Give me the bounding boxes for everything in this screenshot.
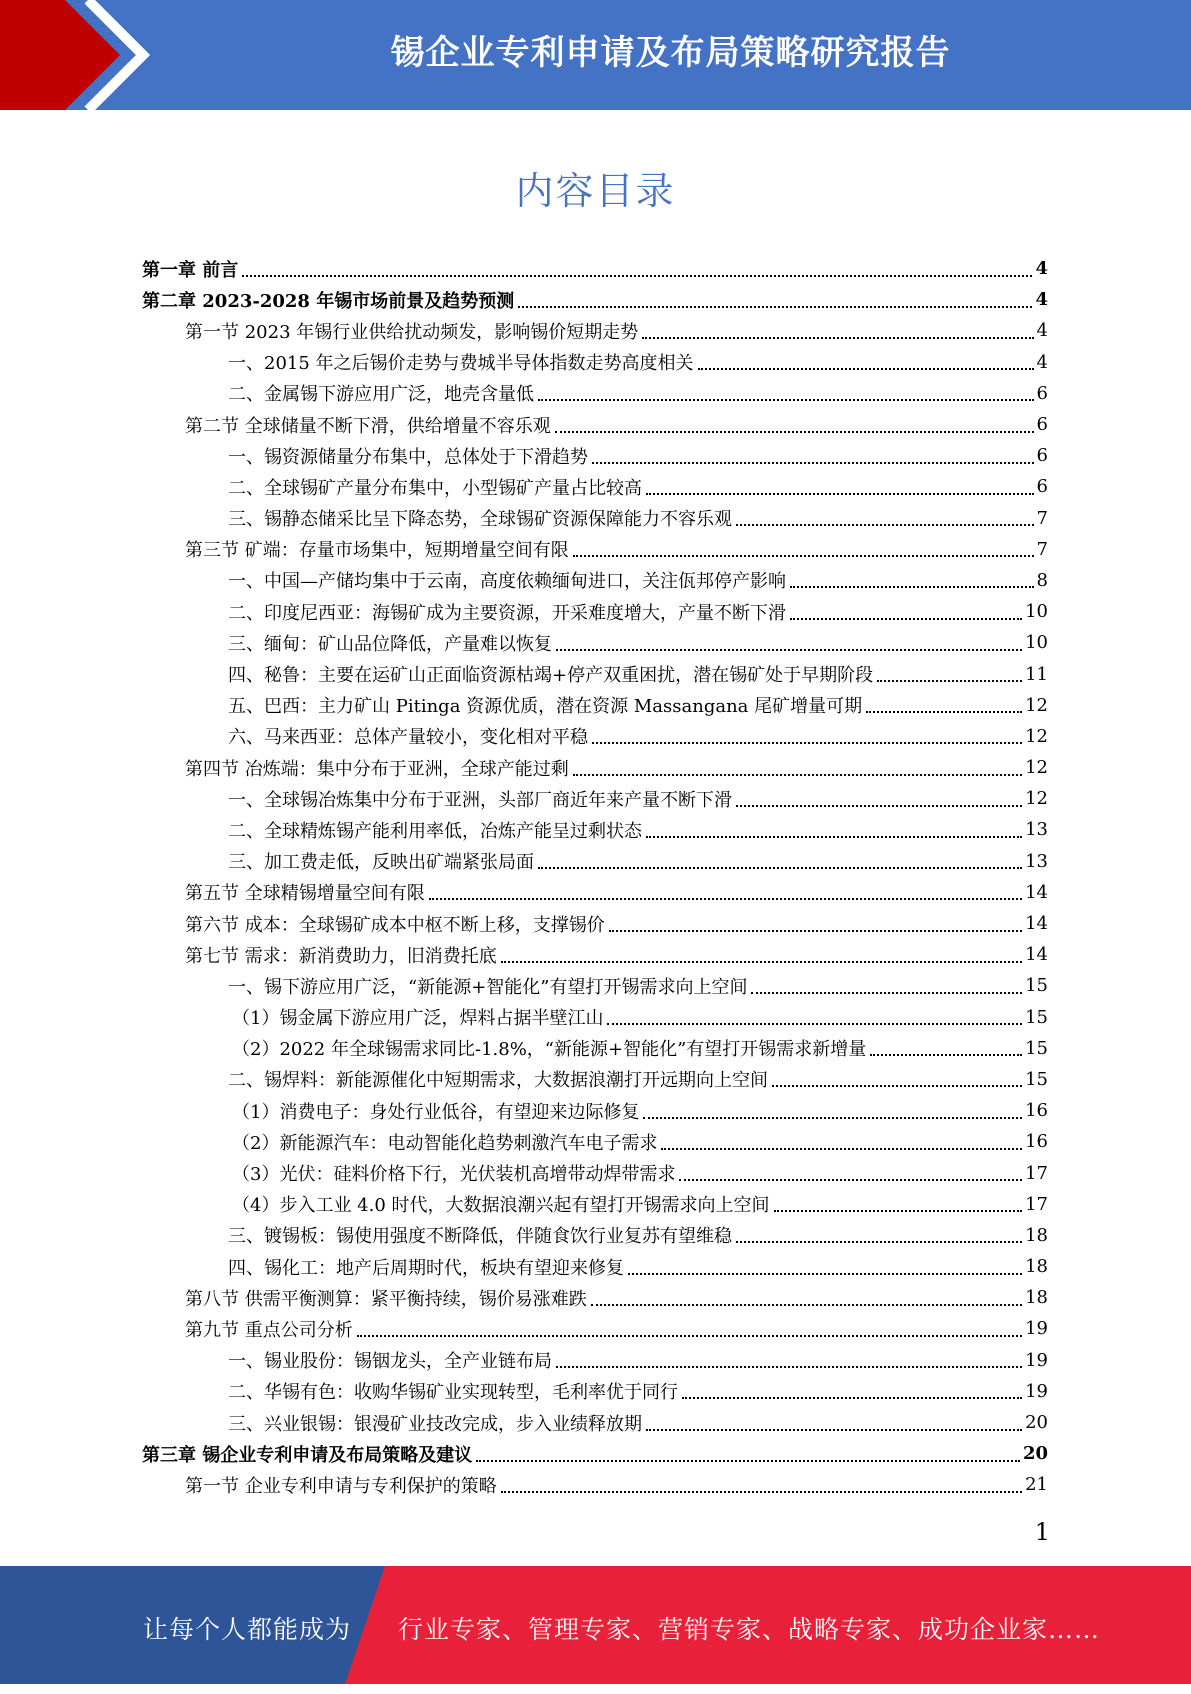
toc-entry-label: 五、巴西：主力矿山 Pitinga 资源优质，潜在资源 Massangana 尾矿增量可期	[228, 696, 863, 718]
toc-dot-leader	[736, 1241, 1022, 1243]
toc-dot-leader	[609, 930, 1022, 932]
toc-entry[interactable]	[142, 596, 1048, 627]
toc-entry-label: 二、印度尼西亚：海锡矿成为主要资源，开采难度增大，产量不断下滑	[228, 602, 786, 624]
toc-entry-label: 三、镀锡板：锡使用强度不断降低，伴随食饮行业复苏有望维稳	[228, 1226, 732, 1248]
toc-entry[interactable]	[142, 378, 1048, 409]
toc-entry[interactable]	[142, 253, 1048, 284]
toc-entry-label: 第四节 冶炼端：集中分布于亚洲，全球产能过剩	[185, 758, 569, 780]
toc-dot-leader	[790, 618, 1022, 620]
toc-entry-page: 12	[1025, 788, 1048, 810]
toc-entry[interactable]	[142, 1033, 1048, 1064]
toc-entry-page: 16	[1025, 1131, 1048, 1153]
toc-entry-page: 12	[1025, 757, 1048, 779]
toc-dot-leader	[774, 1210, 1023, 1212]
toc-dot-leader	[501, 961, 1022, 963]
toc-entry-page: 19	[1025, 1380, 1048, 1402]
toc-entry[interactable]	[142, 752, 1048, 783]
toc-entry[interactable]	[142, 1157, 1048, 1188]
toc-entry[interactable]	[142, 908, 1048, 939]
toc-entry[interactable]	[142, 409, 1048, 440]
toc-dot-leader	[429, 898, 1022, 900]
toc-entry-page: 13	[1025, 850, 1048, 872]
toc-entry-label: 第八节 供需平衡测算：紧平衡持续，锡价易涨难跌	[185, 1288, 587, 1310]
toc-entry-label: （1）消费电子：身处行业低谷，有望迎来边际修复	[232, 1101, 640, 1123]
toc-entry[interactable]	[142, 347, 1048, 378]
toc-entry-page: 4	[1036, 351, 1048, 373]
toc-dot-leader	[646, 1429, 1022, 1431]
toc-entry-label: 三、缅甸：矿山品位降低，产量难以恢复	[228, 633, 552, 655]
toc-title: 内容目录	[515, 169, 676, 213]
toc-entry-page: 6	[1036, 445, 1048, 467]
toc-dot-leader	[573, 774, 1022, 776]
toc-entry-label: 三、锡静态储采比呈下降态势，全球锡矿资源保障能力不容乐观	[228, 509, 732, 531]
page-number: 1	[1034, 1518, 1050, 1546]
toc-entry-label: 第七节 需求：新消费助力，旧消费托底	[185, 945, 497, 967]
toc-entry[interactable]	[142, 658, 1048, 689]
toc-entry-page: 21	[1025, 1474, 1048, 1496]
toc-entry[interactable]	[142, 1345, 1048, 1376]
toc-dot-leader	[646, 836, 1022, 838]
toc-entry-page: 10	[1025, 632, 1048, 654]
toc-entry-label: 二、锡焊料：新能源催化中短期需求，大数据浪潮打开远期向上空间	[228, 1070, 768, 1092]
toc-entry[interactable]	[142, 503, 1048, 534]
toc-entry-page: 6	[1036, 414, 1048, 436]
toc-entry[interactable]	[142, 1002, 1048, 1033]
header-title: 锡企业专利申请及布局策略研究报告	[390, 33, 951, 73]
toc-entry-label: 第二节 全球储量不断下滑，供给增量不容乐观	[185, 415, 551, 437]
toc-dot-leader	[679, 1179, 1022, 1181]
toc-entry[interactable]	[142, 565, 1048, 596]
toc-entry-page: 20	[1022, 1443, 1048, 1465]
toc-entry[interactable]	[142, 1251, 1048, 1282]
toc-entry[interactable]	[142, 440, 1048, 471]
toc-entry-label: 第一节 2023 年锡行业供给扰动频发，影响锡价短期走势	[185, 321, 639, 343]
header-red-arrow	[0, 0, 150, 110]
toc-entry-label: 一、中国—产储均集中于云南，高度依赖缅甸进口，关注佤邦停产影响	[228, 571, 786, 593]
toc-entry-page: 17	[1025, 1193, 1048, 1215]
toc-entry-page: 20	[1025, 1412, 1048, 1434]
toc-entry-page: 13	[1025, 819, 1048, 841]
toc-dot-leader	[357, 1335, 1022, 1337]
toc-entry-label: 三、加工费走低，反映出矿端紧张局面	[228, 852, 534, 874]
toc-dot-leader	[736, 805, 1022, 807]
toc-entry-label: （2）2022 年全球锡需求同比-1.8%，“新能源+智能化”有望打开锡需求新增量	[232, 1039, 867, 1061]
toc-entry-label: 第五节 全球精锡增量空间有限	[185, 883, 425, 905]
toc-entry[interactable]	[142, 534, 1048, 565]
toc-entry-page: 15	[1025, 1006, 1048, 1028]
toc-entry-label: 第三章 锡企业专利申请及布局策略及建议	[142, 1444, 473, 1466]
toc-entry-label: 一、全球锡冶炼集中分布于亚洲，头部厂商近年来产量不断下滑	[228, 789, 732, 811]
footer-slogan-right: 行业专家、管理专家、营销专家、战略专家、成功企业家……	[398, 1615, 1101, 1644]
toc-entry-label: 二、全球锡矿产量分布集中，小型锡矿产量占比较高	[228, 477, 642, 499]
toc-entry-page: 4	[1036, 320, 1048, 342]
toc-entry-label: 二、华锡有色：收购华锡矿业实现转型，毛利率优于同行	[228, 1382, 678, 1404]
toc-entry[interactable]	[142, 1064, 1048, 1095]
toc-dot-leader	[538, 399, 1034, 401]
toc-dot-leader	[643, 1117, 1022, 1119]
toc-dot-leader	[538, 867, 1022, 869]
toc-entry[interactable]	[142, 1220, 1048, 1251]
toc-entry[interactable]	[142, 1189, 1048, 1220]
toc-entry-label: 第一章 前言	[142, 259, 239, 281]
toc-dot-leader	[751, 992, 1022, 994]
toc-entry-page: 18	[1025, 1287, 1048, 1309]
toc-dot-leader	[682, 1397, 1022, 1399]
toc-entry[interactable]	[142, 1376, 1048, 1407]
toc-entry[interactable]	[142, 877, 1048, 908]
toc-dot-leader	[556, 1366, 1022, 1368]
toc-entry[interactable]	[142, 1313, 1048, 1344]
toc-dot-leader	[736, 524, 1034, 526]
toc-entry[interactable]	[142, 939, 1048, 970]
toc-entry-label: （1）锡金属下游应用广泛，焊料占据半壁江山	[232, 1008, 604, 1030]
toc-dot-leader	[592, 462, 1034, 464]
toc-entry-label: 一、锡资源储量分布集中，总体处于下滑趋势	[228, 446, 588, 468]
toc-entry-page: 6	[1036, 382, 1048, 404]
toc-dot-leader	[877, 680, 1022, 682]
toc-entry-page: 10	[1025, 601, 1048, 623]
toc-dot-leader	[501, 1491, 1022, 1493]
toc-dot-leader	[661, 1148, 1022, 1150]
toc-entry[interactable]	[142, 783, 1048, 814]
toc-entry-label: 二、金属锡下游应用广泛，地壳含量低	[228, 384, 534, 406]
toc-dot-leader	[592, 742, 1022, 744]
toc-entry-page: 15	[1025, 1068, 1048, 1090]
toc-entry-page: 8	[1036, 569, 1048, 591]
toc-dot-leader	[870, 1054, 1022, 1056]
toc-entry-page: 15	[1025, 1037, 1048, 1059]
toc-entry-page: 6	[1036, 476, 1048, 498]
toc-entry[interactable]	[142, 721, 1048, 752]
toc-entry-label: （4）步入工业 4.0 时代，大数据浪潮兴起有望打开锡需求向上空间	[232, 1195, 770, 1217]
toc-entry-label: 六、马来西亚：总体产量较小，变化相对平稳	[228, 727, 588, 749]
toc-dot-leader	[242, 275, 1032, 277]
toc-dot-leader	[556, 649, 1022, 651]
toc-entry-page: 12	[1025, 725, 1048, 747]
toc-entry-label: 一、锡下游应用广泛，“新能源+智能化”有望打开锡需求向上空间	[228, 976, 748, 998]
toc-entry-label: 一、锡业股份：锡铟龙头，全产业链布局	[228, 1351, 552, 1373]
toc-dot-leader	[628, 1273, 1022, 1275]
toc-entry-page: 4	[1035, 289, 1048, 311]
toc-entry-page: 18	[1025, 1224, 1048, 1246]
toc-entry-page: 15	[1025, 975, 1048, 997]
toc-entry[interactable]	[142, 1126, 1048, 1157]
toc-entry[interactable]	[142, 1095, 1048, 1126]
toc-entry-label: 二、全球精炼锡产能利用率低，冶炼产能呈过剩状态	[228, 820, 642, 842]
toc-dot-leader	[573, 555, 1034, 557]
toc-dot-leader	[555, 431, 1034, 433]
toc-entry-label: （3）光伏：硅料价格下行，光伏装机高增带动焊带需求	[232, 1164, 676, 1186]
toc-entry-label: 第一节 企业专利申请与专利保护的策略	[185, 1475, 497, 1497]
toc-dot-leader	[607, 1023, 1022, 1025]
toc-dot-leader	[698, 368, 1034, 370]
page-footer	[0, 1566, 1191, 1684]
toc-dot-leader	[591, 1304, 1022, 1306]
footer-slogan-left: 让每个人都能成为	[143, 1615, 352, 1644]
toc-entry-label: （2）新能源汽车：电动智能化趋势刺激汽车电子需求	[232, 1132, 658, 1154]
toc-dot-leader	[772, 1085, 1022, 1087]
toc-entry-page: 12	[1025, 694, 1048, 716]
toc-entry-page: 17	[1025, 1162, 1048, 1184]
toc-entry-page: 19	[1025, 1318, 1048, 1340]
toc-entry-label: 第九节 重点公司分析	[185, 1319, 353, 1341]
toc-entry-label: 一、2015 年之后锡价走势与费城半导体指数走势高度相关	[228, 353, 694, 375]
toc-entry-label: 第二章 2023-2028 年锡市场前景及趋势预测	[142, 290, 515, 312]
toc-entry-page: 14	[1025, 881, 1048, 903]
toc-entry[interactable]	[142, 1469, 1048, 1500]
toc-entry-label: 四、秘鲁：主要在运矿山正面临资源枯竭+停产双重困扰，潜在锡矿处于早期阶段	[228, 665, 874, 687]
toc-dot-leader	[866, 711, 1022, 713]
toc-entry[interactable]	[142, 690, 1048, 721]
toc-entry[interactable]	[142, 970, 1048, 1001]
toc-entry[interactable]	[142, 284, 1048, 315]
toc-entry-label: 第三节 矿端：存量市场集中，短期增量空间有限	[185, 540, 569, 562]
toc-entry-page: 18	[1025, 1256, 1048, 1278]
toc-entry[interactable]	[142, 846, 1048, 877]
toc-entry-page: 7	[1036, 507, 1048, 529]
page-header	[0, 0, 1191, 110]
toc-entry-page: 7	[1036, 538, 1048, 560]
toc-entry-page: 16	[1025, 1100, 1048, 1122]
toc-entry-page: 14	[1025, 944, 1048, 966]
toc-entry-label: 第六节 成本：全球锡矿成本中枢不断上移，支撑锡价	[185, 914, 605, 936]
toc-entry[interactable]	[142, 814, 1048, 845]
toc-entry-page: 11	[1025, 663, 1048, 685]
toc-dot-leader	[642, 337, 1033, 339]
toc-entry[interactable]	[142, 471, 1048, 502]
toc-entry-page: 14	[1025, 913, 1048, 935]
toc-entry-label: 四、锡化工：地产后周期时代，板块有望迎来修复	[228, 1257, 624, 1279]
toc-dot-leader	[646, 493, 1034, 495]
toc-dot-leader	[790, 586, 1034, 588]
toc-entry-page: 19	[1025, 1349, 1048, 1371]
toc-entry[interactable]	[142, 1438, 1048, 1469]
toc-dot-leader	[476, 1460, 1020, 1462]
toc-entry[interactable]	[142, 315, 1048, 346]
toc-entry[interactable]	[142, 627, 1048, 658]
table-of-contents	[142, 253, 1048, 1501]
toc-entry-page: 4	[1035, 258, 1048, 280]
toc-entry[interactable]	[142, 1282, 1048, 1313]
toc-dot-leader	[518, 306, 1032, 308]
toc-entry-label: 三、兴业银锡：银漫矿业技改完成，步入业绩释放期	[228, 1413, 642, 1435]
toc-entry[interactable]	[142, 1407, 1048, 1438]
